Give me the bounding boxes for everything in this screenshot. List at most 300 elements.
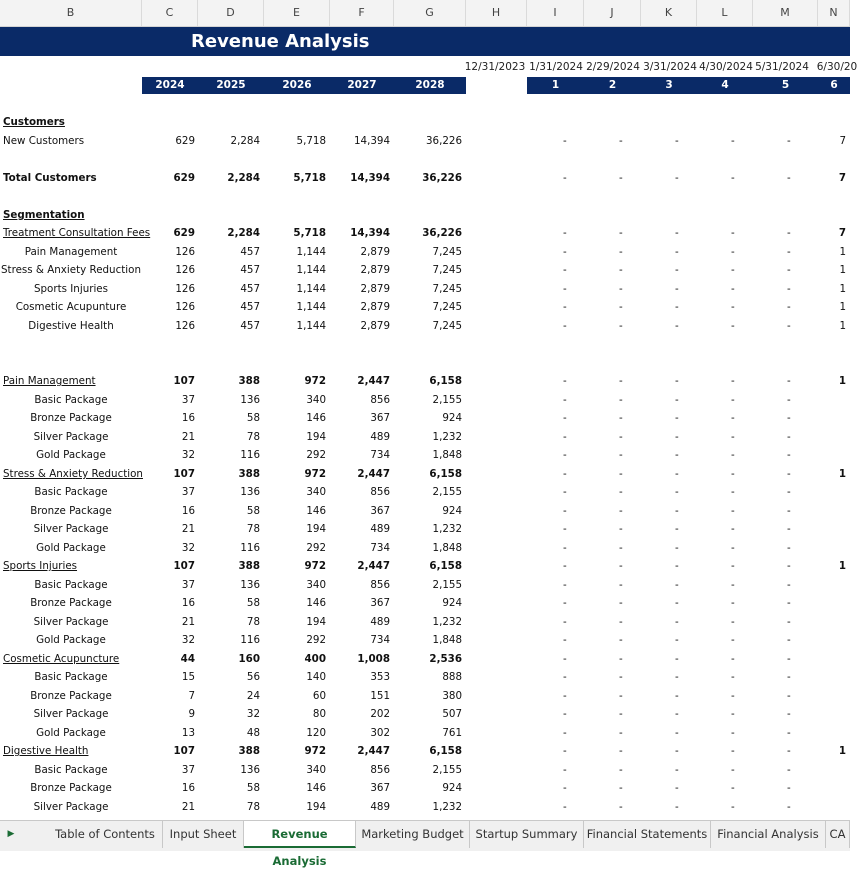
cell-value[interactable]: 2,879 <box>360 283 390 295</box>
empty-month-cell[interactable]: - <box>563 523 567 535</box>
cell-value[interactable]: 2,284 <box>227 172 260 184</box>
empty-month-cell[interactable]: - <box>787 394 791 406</box>
empty-month-cell[interactable]: - <box>675 246 679 258</box>
cell-value[interactable]: 388 <box>238 468 260 480</box>
column-header-i[interactable]: I <box>527 0 584 26</box>
cell-value[interactable]: 734 <box>370 449 390 461</box>
column-header-l[interactable]: L <box>697 0 753 26</box>
empty-month-cell[interactable]: - <box>787 431 791 443</box>
cell-value[interactable]: 107 <box>173 745 195 757</box>
empty-month-cell[interactable]: - <box>675 320 679 332</box>
cell-value[interactable]: 140 <box>306 671 326 683</box>
empty-month-cell[interactable]: - <box>619 653 623 665</box>
cell-value[interactable]: 5,718 <box>293 172 326 184</box>
cell-value[interactable]: 78 <box>246 801 260 813</box>
cell-value[interactable]: 58 <box>246 505 260 517</box>
empty-month-cell[interactable]: - <box>619 560 623 572</box>
cell-value[interactable]: 2,284 <box>230 135 260 147</box>
sheet-tab[interactable]: Revenue Analysis <box>244 821 356 848</box>
column-header-c[interactable]: C <box>142 0 198 26</box>
empty-month-cell[interactable]: - <box>731 412 735 424</box>
empty-month-cell[interactable]: - <box>787 523 791 535</box>
cell-value[interactable]: 6,158 <box>429 745 462 757</box>
empty-month-cell[interactable]: - <box>731 616 735 628</box>
cell-value[interactable]: 2,447 <box>357 468 390 480</box>
cell-value[interactable]: 126 <box>175 264 195 276</box>
empty-month-cell[interactable]: - <box>675 782 679 794</box>
cell-value[interactable]: 761 <box>442 727 462 739</box>
empty-month-cell[interactable]: - <box>675 227 679 239</box>
cell-value[interactable]: 202 <box>370 708 390 720</box>
empty-month-cell[interactable]: - <box>563 375 567 387</box>
cell-value[interactable]: 6,158 <box>429 468 462 480</box>
cell-value[interactable]: 457 <box>240 246 260 258</box>
empty-month-cell[interactable]: - <box>619 764 623 776</box>
empty-month-cell[interactable]: - <box>675 135 679 147</box>
empty-month-cell[interactable]: - <box>787 227 791 239</box>
empty-month-cell[interactable]: - <box>787 671 791 683</box>
cell-value[interactable]: 2,536 <box>429 653 462 665</box>
empty-month-cell[interactable]: - <box>619 523 623 535</box>
empty-month-cell[interactable]: - <box>787 505 791 517</box>
empty-month-cell[interactable]: - <box>563 560 567 572</box>
scroll-tabs-right-icon[interactable]: ▶ <box>7 829 15 839</box>
cell-value[interactable]: 972 <box>304 745 326 757</box>
empty-month-cell[interactable]: - <box>619 135 623 147</box>
empty-month-cell[interactable]: - <box>731 764 735 776</box>
column-header-k[interactable]: K <box>641 0 697 26</box>
empty-month-cell[interactable]: - <box>675 801 679 813</box>
empty-month-cell[interactable]: - <box>787 264 791 276</box>
empty-month-cell[interactable]: - <box>787 246 791 258</box>
cell-value[interactable]: 1 <box>839 264 846 276</box>
empty-month-cell[interactable]: - <box>731 671 735 683</box>
empty-month-cell[interactable]: - <box>563 745 567 757</box>
cell-value[interactable]: 856 <box>370 579 390 591</box>
cell-value[interactable]: 457 <box>240 264 260 276</box>
cell-value[interactable]: 856 <box>370 764 390 776</box>
cell-value[interactable]: 126 <box>175 301 195 313</box>
cell-value[interactable]: 7 <box>839 135 846 147</box>
cell-value[interactable]: 146 <box>306 505 326 517</box>
cell-value[interactable]: 146 <box>306 782 326 794</box>
empty-month-cell[interactable]: - <box>675 468 679 480</box>
cell-value[interactable]: 21 <box>181 523 195 535</box>
cell-value[interactable]: 5,718 <box>296 135 326 147</box>
empty-month-cell[interactable]: - <box>675 449 679 461</box>
empty-month-cell[interactable]: - <box>675 727 679 739</box>
cell-value[interactable]: 489 <box>370 616 390 628</box>
cell-value[interactable]: 367 <box>370 505 390 517</box>
cell-value[interactable]: 1,232 <box>432 523 462 535</box>
empty-month-cell[interactable]: - <box>563 579 567 591</box>
empty-month-cell[interactable]: - <box>675 523 679 535</box>
cell-value[interactable]: 24 <box>246 690 260 702</box>
empty-month-cell[interactable]: - <box>563 671 567 683</box>
cell-value[interactable]: 388 <box>238 375 260 387</box>
cell-value[interactable]: 388 <box>238 560 260 572</box>
column-header-b[interactable]: B <box>0 0 142 26</box>
empty-month-cell[interactable]: - <box>787 301 791 313</box>
empty-month-cell[interactable]: - <box>675 616 679 628</box>
empty-month-cell[interactable]: - <box>619 634 623 646</box>
empty-month-cell[interactable]: - <box>675 172 679 184</box>
cell-value[interactable]: 7 <box>188 690 195 702</box>
empty-month-cell[interactable]: - <box>563 616 567 628</box>
cell-value[interactable]: 136 <box>240 394 260 406</box>
empty-month-cell[interactable]: - <box>731 227 735 239</box>
cell-value[interactable]: 1,144 <box>296 320 326 332</box>
cell-value[interactable]: 78 <box>246 523 260 535</box>
cell-value[interactable]: 2,155 <box>432 579 462 591</box>
empty-month-cell[interactable]: - <box>787 653 791 665</box>
empty-month-cell[interactable]: - <box>731 597 735 609</box>
cell-value[interactable]: 2,879 <box>360 301 390 313</box>
cell-value[interactable]: 6,158 <box>429 375 462 387</box>
cell-value[interactable]: 340 <box>306 486 326 498</box>
cell-value[interactable]: 7,245 <box>432 283 462 295</box>
cell-value[interactable]: 2,879 <box>360 246 390 258</box>
empty-month-cell[interactable]: - <box>787 412 791 424</box>
empty-month-cell[interactable]: - <box>563 597 567 609</box>
cell-value[interactable]: 58 <box>246 412 260 424</box>
cell-value[interactable]: 58 <box>246 597 260 609</box>
empty-month-cell[interactable]: - <box>563 264 567 276</box>
cell-value[interactable]: 21 <box>181 801 195 813</box>
empty-month-cell[interactable]: - <box>675 264 679 276</box>
empty-month-cell[interactable]: - <box>675 764 679 776</box>
empty-month-cell[interactable]: - <box>787 468 791 480</box>
cell-value[interactable]: 353 <box>370 671 390 683</box>
empty-month-cell[interactable]: - <box>563 764 567 776</box>
cell-value[interactable]: 2,284 <box>227 227 260 239</box>
empty-month-cell[interactable]: - <box>619 431 623 443</box>
cell-value[interactable]: 340 <box>306 394 326 406</box>
cell-value[interactable]: 7,245 <box>432 246 462 258</box>
cell-value[interactable]: 126 <box>175 320 195 332</box>
empty-month-cell[interactable]: - <box>619 505 623 517</box>
empty-month-cell[interactable]: - <box>787 542 791 554</box>
empty-month-cell[interactable]: - <box>731 320 735 332</box>
cell-value[interactable]: 32 <box>181 542 195 554</box>
cell-value[interactable]: 116 <box>240 449 260 461</box>
sheet-tab[interactable]: Financial Statements <box>584 821 711 848</box>
empty-month-cell[interactable]: - <box>563 634 567 646</box>
empty-month-cell[interactable]: - <box>675 690 679 702</box>
empty-month-cell[interactable]: - <box>619 486 623 498</box>
cell-value[interactable]: 120 <box>306 727 326 739</box>
empty-month-cell[interactable]: - <box>675 394 679 406</box>
empty-month-cell[interactable]: - <box>619 542 623 554</box>
cell-value[interactable]: 37 <box>181 764 195 776</box>
cell-value[interactable]: 9 <box>188 708 195 720</box>
empty-month-cell[interactable]: - <box>675 542 679 554</box>
empty-month-cell[interactable]: - <box>619 449 623 461</box>
cell-value[interactable]: 21 <box>181 616 195 628</box>
empty-month-cell[interactable]: - <box>787 782 791 794</box>
cell-value[interactable]: 58 <box>246 782 260 794</box>
cell-value[interactable]: 457 <box>240 301 260 313</box>
cell-value[interactable]: 292 <box>306 634 326 646</box>
cell-value[interactable]: 13 <box>181 727 195 739</box>
cell-value[interactable]: 1,008 <box>357 653 390 665</box>
cell-value[interactable]: 194 <box>306 616 326 628</box>
empty-month-cell[interactable]: - <box>563 708 567 720</box>
cell-value[interactable]: 14,394 <box>353 135 390 147</box>
cell-value[interactable]: 2,447 <box>357 560 390 572</box>
sheet-tab[interactable]: Financial Analysis <box>711 821 826 848</box>
empty-month-cell[interactable]: - <box>675 579 679 591</box>
empty-month-cell[interactable]: - <box>619 782 623 794</box>
empty-month-cell[interactable]: - <box>787 801 791 813</box>
cell-value[interactable]: 2,447 <box>357 375 390 387</box>
empty-month-cell[interactable]: - <box>619 394 623 406</box>
cell-value[interactable]: 734 <box>370 634 390 646</box>
empty-month-cell[interactable]: - <box>787 597 791 609</box>
column-header-g[interactable]: G <box>394 0 466 26</box>
sheet-tab[interactable]: Marketing Budget <box>356 821 470 848</box>
empty-month-cell[interactable]: - <box>731 579 735 591</box>
cell-value[interactable]: 629 <box>173 227 195 239</box>
empty-month-cell[interactable]: - <box>675 653 679 665</box>
sheet-tab[interactable]: Table of Contents <box>48 821 163 848</box>
cell-value[interactable]: 16 <box>181 505 195 517</box>
empty-month-cell[interactable]: - <box>563 801 567 813</box>
cell-value[interactable]: 489 <box>370 801 390 813</box>
empty-month-cell[interactable]: - <box>787 449 791 461</box>
cell-value[interactable]: 7,245 <box>432 301 462 313</box>
empty-month-cell[interactable]: - <box>675 486 679 498</box>
cell-value[interactable]: 194 <box>306 431 326 443</box>
column-header-n[interactable]: N <box>818 0 850 26</box>
empty-month-cell[interactable]: - <box>619 579 623 591</box>
empty-month-cell[interactable]: - <box>619 468 623 480</box>
cell-value[interactable]: 14,394 <box>350 172 390 184</box>
empty-month-cell[interactable]: - <box>563 431 567 443</box>
empty-month-cell[interactable]: - <box>731 727 735 739</box>
empty-month-cell[interactable]: - <box>731 375 735 387</box>
empty-month-cell[interactable]: - <box>731 560 735 572</box>
empty-month-cell[interactable]: - <box>731 523 735 535</box>
empty-month-cell[interactable]: - <box>787 690 791 702</box>
cell-value[interactable]: 1,848 <box>432 634 462 646</box>
cell-value[interactable]: 107 <box>173 468 195 480</box>
empty-month-cell[interactable]: - <box>675 412 679 424</box>
cell-value[interactable]: 1,232 <box>432 616 462 628</box>
cell-value[interactable]: 60 <box>312 690 326 702</box>
cell-value[interactable]: 14,394 <box>350 227 390 239</box>
empty-month-cell[interactable]: - <box>731 634 735 646</box>
empty-month-cell[interactable]: - <box>619 301 623 313</box>
cell-value[interactable]: 380 <box>442 690 462 702</box>
cell-value[interactable]: 1,848 <box>432 542 462 554</box>
empty-month-cell[interactable]: - <box>619 708 623 720</box>
empty-month-cell[interactable]: - <box>787 135 791 147</box>
empty-month-cell[interactable]: - <box>731 486 735 498</box>
column-header-e[interactable]: E <box>264 0 330 26</box>
cell-value[interactable]: 1 <box>838 560 846 572</box>
empty-month-cell[interactable]: - <box>787 634 791 646</box>
empty-month-cell[interactable]: - <box>563 653 567 665</box>
cell-value[interactable]: 16 <box>181 597 195 609</box>
cell-value[interactable]: 629 <box>173 172 195 184</box>
empty-month-cell[interactable]: - <box>563 172 567 184</box>
cell-value[interactable]: 21 <box>181 431 195 443</box>
cell-value[interactable]: 16 <box>181 412 195 424</box>
empty-month-cell[interactable]: - <box>619 264 623 276</box>
cell-value[interactable]: 972 <box>304 468 326 480</box>
cell-value[interactable]: 2,155 <box>432 764 462 776</box>
empty-month-cell[interactable]: - <box>731 449 735 461</box>
empty-month-cell[interactable]: - <box>563 486 567 498</box>
cell-value[interactable]: 1,232 <box>432 801 462 813</box>
cell-value[interactable]: 2,155 <box>432 394 462 406</box>
empty-month-cell[interactable]: - <box>619 616 623 628</box>
cell-value[interactable]: 7,245 <box>432 320 462 332</box>
empty-month-cell[interactable]: - <box>731 283 735 295</box>
cell-value[interactable]: 7 <box>838 172 846 184</box>
cell-value[interactable]: 1 <box>838 375 846 387</box>
cell-value[interactable]: 924 <box>442 597 462 609</box>
cell-value[interactable]: 126 <box>175 283 195 295</box>
empty-month-cell[interactable]: - <box>787 172 791 184</box>
cell-value[interactable]: 44 <box>180 653 195 665</box>
empty-month-cell[interactable]: - <box>787 375 791 387</box>
empty-month-cell[interactable]: - <box>675 375 679 387</box>
cell-value[interactable]: 972 <box>304 560 326 572</box>
cell-value[interactable]: 146 <box>306 597 326 609</box>
empty-month-cell[interactable]: - <box>619 283 623 295</box>
cell-value[interactable]: 2,155 <box>432 486 462 498</box>
cell-value[interactable]: 1,144 <box>296 246 326 258</box>
cell-value[interactable]: 37 <box>181 579 195 591</box>
cell-value[interactable]: 1,144 <box>296 283 326 295</box>
cell-value[interactable]: 292 <box>306 449 326 461</box>
empty-month-cell[interactable]: - <box>619 671 623 683</box>
cell-value[interactable]: 2,879 <box>360 264 390 276</box>
cell-value[interactable]: 734 <box>370 542 390 554</box>
empty-month-cell[interactable]: - <box>619 172 623 184</box>
empty-month-cell[interactable]: - <box>787 320 791 332</box>
empty-month-cell[interactable]: - <box>563 542 567 554</box>
sheet-tab[interactable]: Startup Summary <box>470 821 584 848</box>
cell-value[interactable]: 2,447 <box>357 745 390 757</box>
cell-value[interactable]: 194 <box>306 801 326 813</box>
cell-value[interactable]: 194 <box>306 523 326 535</box>
empty-month-cell[interactable]: - <box>787 764 791 776</box>
cell-value[interactable]: 15 <box>181 671 195 683</box>
cell-value[interactable]: 629 <box>175 135 195 147</box>
empty-month-cell[interactable]: - <box>675 560 679 572</box>
cell-value[interactable]: 37 <box>181 394 195 406</box>
empty-month-cell[interactable]: - <box>731 135 735 147</box>
empty-month-cell[interactable]: - <box>563 227 567 239</box>
cell-value[interactable]: 136 <box>240 579 260 591</box>
empty-month-cell[interactable]: - <box>619 412 623 424</box>
empty-month-cell[interactable]: - <box>619 246 623 258</box>
cell-value[interactable]: 302 <box>370 727 390 739</box>
cell-value[interactable]: 1 <box>839 283 846 295</box>
empty-month-cell[interactable]: - <box>731 301 735 313</box>
cell-value[interactable]: 1 <box>838 468 846 480</box>
cell-value[interactable]: 126 <box>175 246 195 258</box>
empty-month-cell[interactable]: - <box>731 690 735 702</box>
empty-month-cell[interactable]: - <box>619 375 623 387</box>
empty-month-cell[interactable]: - <box>675 505 679 517</box>
empty-month-cell[interactable]: - <box>563 727 567 739</box>
cell-value[interactable]: 507 <box>442 708 462 720</box>
empty-month-cell[interactable]: - <box>731 745 735 757</box>
empty-month-cell[interactable]: - <box>731 708 735 720</box>
cell-value[interactable]: 367 <box>370 412 390 424</box>
empty-month-cell[interactable]: - <box>619 320 623 332</box>
cell-value[interactable]: 151 <box>370 690 390 702</box>
cell-value[interactable]: 78 <box>246 431 260 443</box>
cell-value[interactable]: 7,245 <box>432 264 462 276</box>
column-header-f[interactable]: F <box>330 0 394 26</box>
empty-month-cell[interactable]: - <box>619 727 623 739</box>
empty-month-cell[interactable]: - <box>675 745 679 757</box>
cell-value[interactable]: 1 <box>838 745 846 757</box>
cell-value[interactable]: 1,144 <box>296 264 326 276</box>
cell-value[interactable]: 160 <box>238 653 260 665</box>
cell-value[interactable]: 146 <box>306 412 326 424</box>
column-header-h[interactable]: H <box>466 0 527 26</box>
cell-value[interactable]: 32 <box>246 708 260 720</box>
cell-value[interactable]: 36,226 <box>422 227 462 239</box>
empty-month-cell[interactable]: - <box>619 597 623 609</box>
cell-value[interactable]: 107 <box>173 560 195 572</box>
empty-month-cell[interactable]: - <box>563 782 567 794</box>
cell-value[interactable]: 1 <box>839 246 846 258</box>
column-header-m[interactable]: M <box>753 0 818 26</box>
cell-value[interactable]: 489 <box>370 523 390 535</box>
cell-value[interactable]: 457 <box>240 320 260 332</box>
column-header-d[interactable]: D <box>198 0 264 26</box>
empty-month-cell[interactable]: - <box>675 301 679 313</box>
empty-month-cell[interactable]: - <box>563 449 567 461</box>
empty-month-cell[interactable]: - <box>675 634 679 646</box>
cell-value[interactable]: 400 <box>304 653 326 665</box>
empty-month-cell[interactable]: - <box>731 246 735 258</box>
empty-month-cell[interactable]: - <box>731 542 735 554</box>
empty-month-cell[interactable]: - <box>731 653 735 665</box>
cell-value[interactable]: 489 <box>370 431 390 443</box>
empty-month-cell[interactable]: - <box>787 579 791 591</box>
empty-month-cell[interactable]: - <box>619 801 623 813</box>
empty-month-cell[interactable]: - <box>563 320 567 332</box>
cell-value[interactable]: 32 <box>181 634 195 646</box>
sheet-tab[interactable]: CA <box>826 821 850 848</box>
empty-month-cell[interactable]: - <box>675 708 679 720</box>
cell-value[interactable]: 56 <box>246 671 260 683</box>
empty-month-cell[interactable]: - <box>675 283 679 295</box>
empty-month-cell[interactable]: - <box>619 227 623 239</box>
empty-month-cell[interactable]: - <box>675 597 679 609</box>
cell-value[interactable]: 136 <box>240 764 260 776</box>
empty-month-cell[interactable]: - <box>787 486 791 498</box>
sheet-tab[interactable]: Input Sheet <box>163 821 244 848</box>
cell-value[interactable]: 116 <box>240 634 260 646</box>
empty-month-cell[interactable]: - <box>563 283 567 295</box>
empty-month-cell[interactable]: - <box>619 745 623 757</box>
empty-month-cell[interactable]: - <box>787 616 791 628</box>
cell-value[interactable]: 340 <box>306 579 326 591</box>
empty-month-cell[interactable]: - <box>563 301 567 313</box>
cell-value[interactable]: 1,848 <box>432 449 462 461</box>
cell-value[interactable]: 36,226 <box>422 172 462 184</box>
empty-month-cell[interactable]: - <box>675 431 679 443</box>
